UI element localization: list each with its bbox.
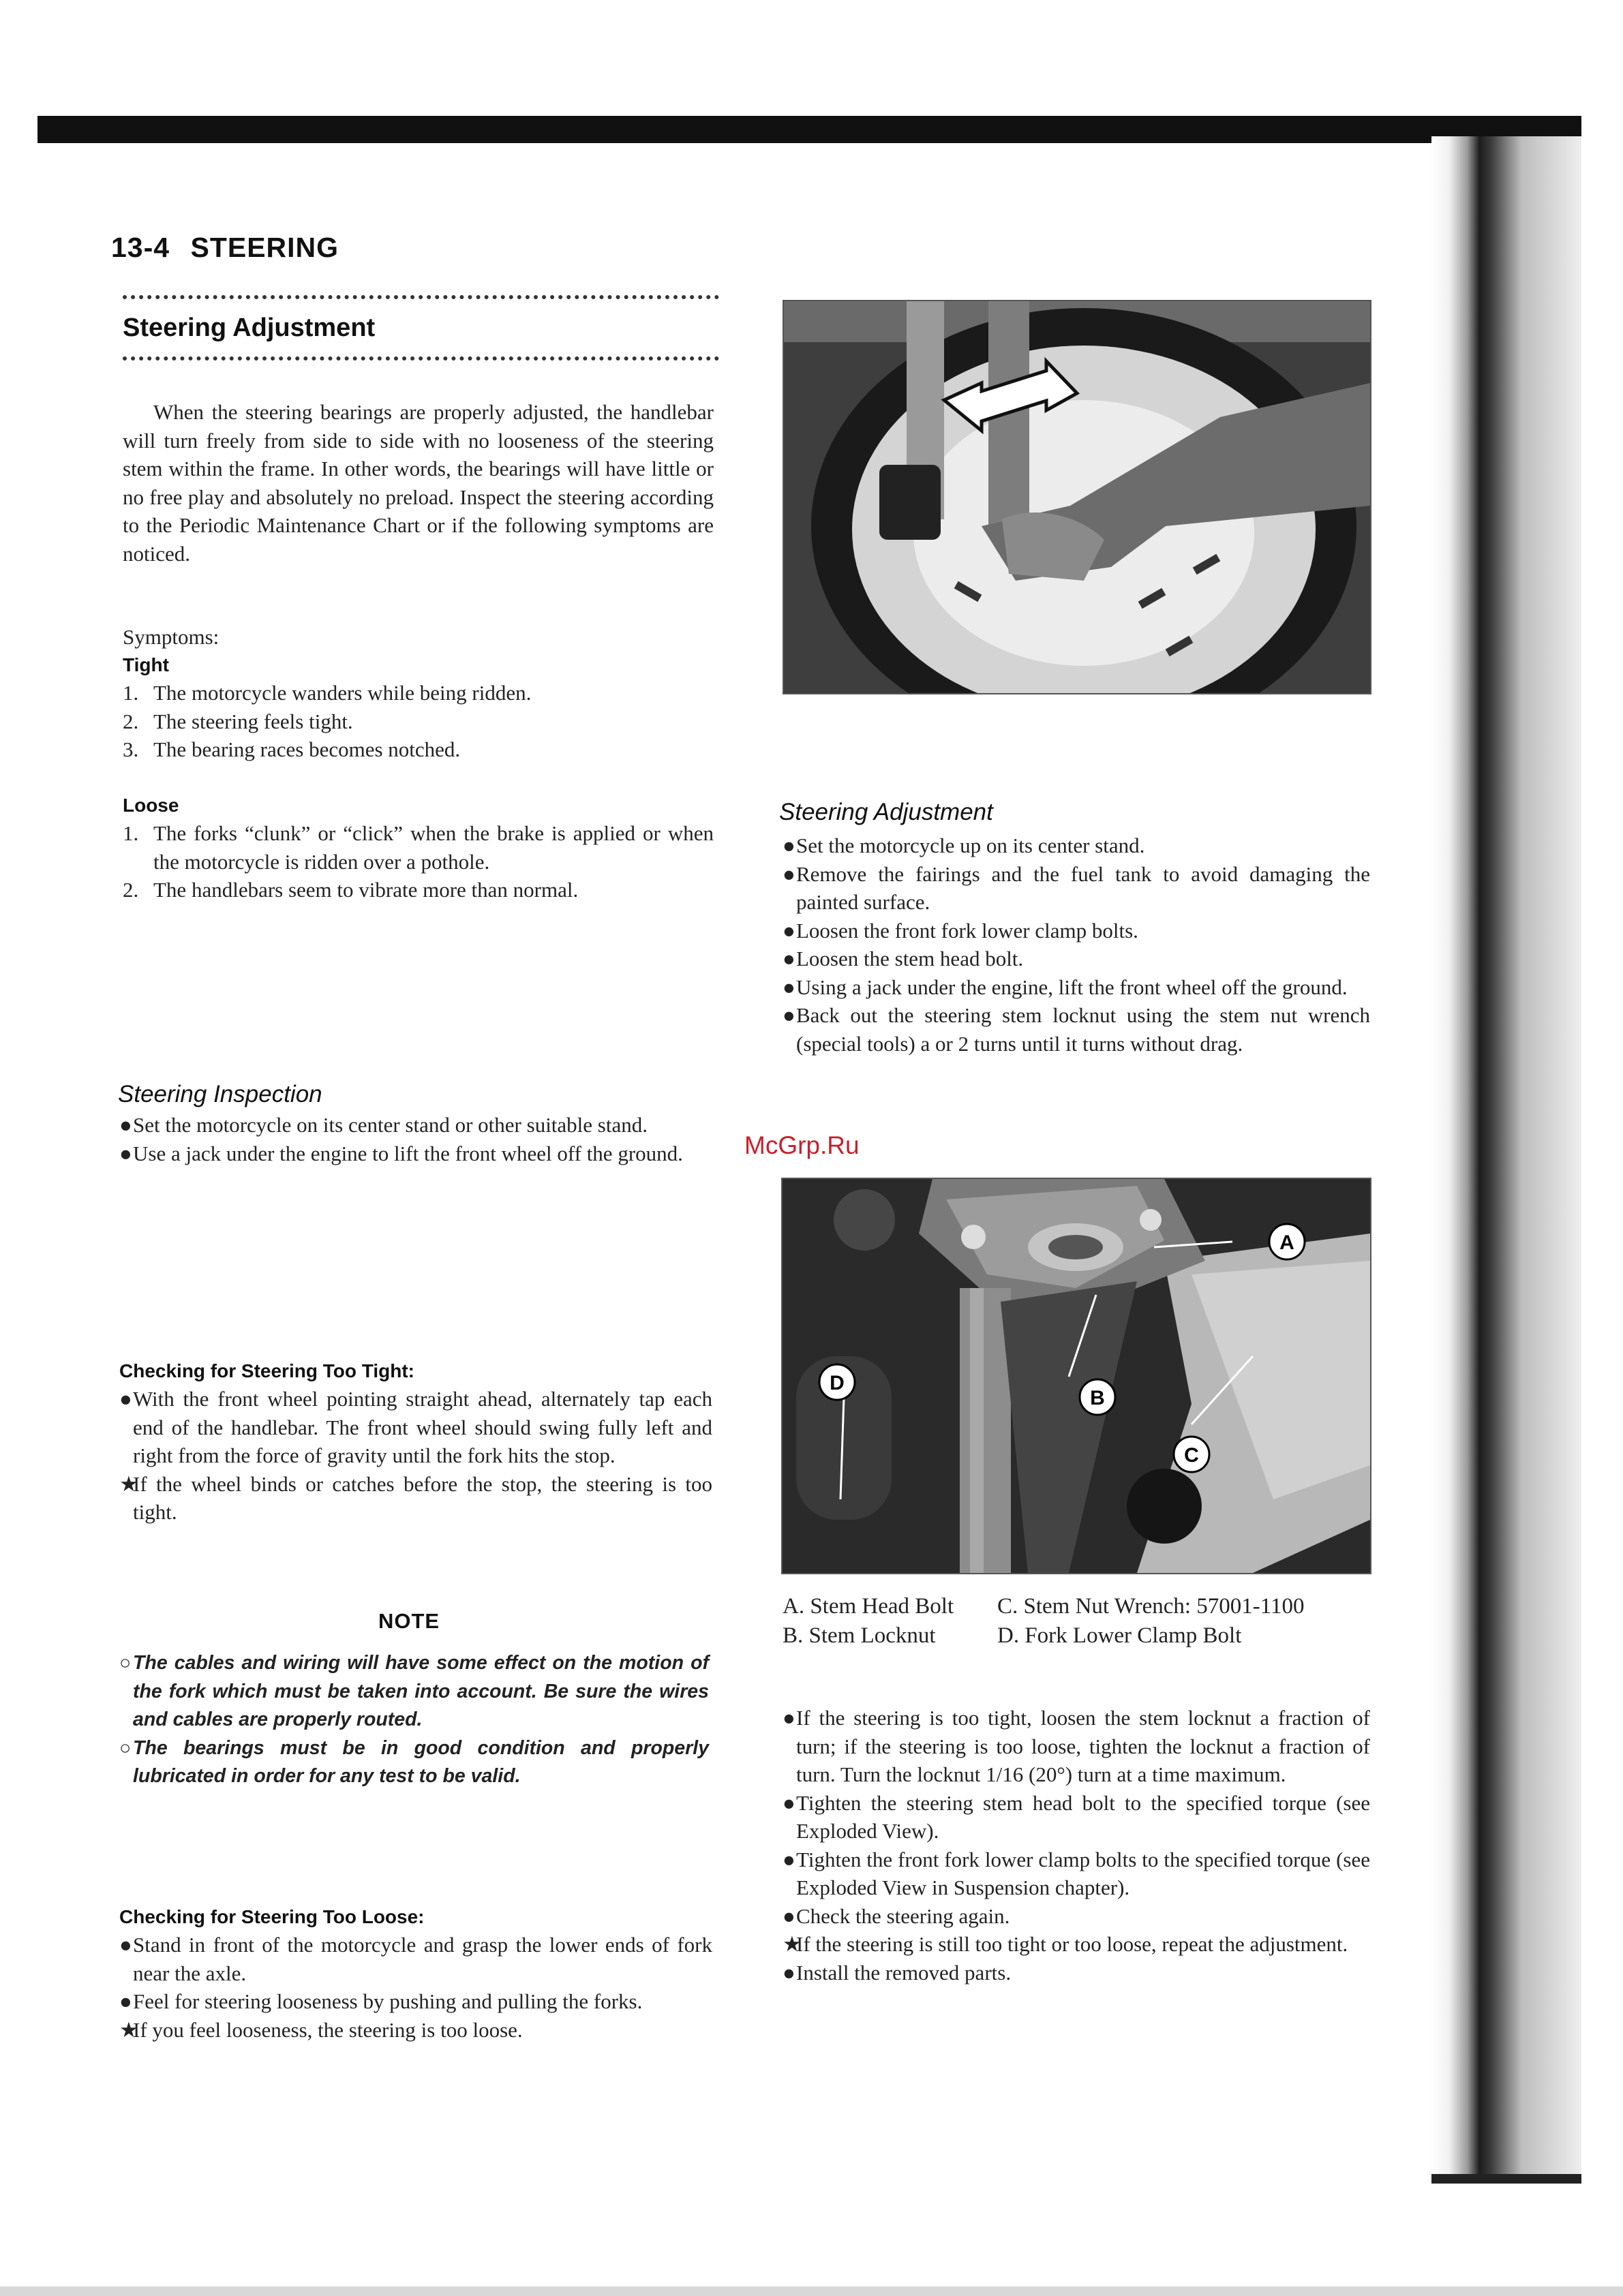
- steering-inspection-photo: [783, 300, 1371, 694]
- steering-stem-photo: [781, 1178, 1371, 1574]
- wheel-photo-illustration: [784, 301, 1370, 693]
- list-item: ● Set the motorcycle on its center stand or other suitable stand.: [119, 1113, 648, 1137]
- loose-list: [123, 819, 714, 904]
- dotted-rule-bottom: [123, 356, 719, 361]
- dotted-rule-top: [123, 295, 719, 299]
- loose-check-list: [119, 1931, 712, 2044]
- top-black-bar: [37, 116, 1581, 143]
- list-item: ● Install the removed parts.: [783, 1960, 1012, 1985]
- list-item: ● If the steering is too tight, loosen the stem locknut a fraction of turn; if the steering is too loose, tighten the locknut a fraction of turn. Turn the locknut 1/16 (20°) turn at a time maximum.: [783, 1706, 1370, 1786]
- caption-d: D. Fork Lower Clamp Bolt: [997, 1623, 1242, 1648]
- list-item: ● Using a jack under the engine, lift the front wheel off the ground.: [783, 975, 1348, 999]
- inspection-title: Steering Inspection: [118, 1081, 322, 1107]
- callout-a: [1269, 1224, 1305, 1259]
- list-item: 3. The bearing races becomes notched.: [123, 737, 461, 761]
- bottom-edge: [0, 2286, 1623, 2296]
- symptoms-label: Symptoms:: [123, 625, 219, 649]
- tight-list: [123, 679, 714, 764]
- list-item: ● Tighten the steering stem head bolt to the specified torque (see Exploded View).: [783, 1790, 1370, 1843]
- svg-text:C: C: [1184, 1444, 1199, 1467]
- note-box: [119, 1649, 709, 1791]
- list-item: ● Stand in front of the motorcycle and grasp the lower ends of fork near the axle.: [119, 1933, 712, 1985]
- list-item: ● Use a jack under the engine to lift the front wheel off the ground.: [119, 1141, 683, 1165]
- caption-b: B. Stem Locknut: [783, 1623, 936, 1648]
- final-steps-list: [783, 1704, 1370, 1987]
- page-number: 13-4: [111, 232, 170, 263]
- list-item: ● Set the motorcycle up on its center stand.: [783, 833, 1145, 857]
- svg-text:B: B: [1090, 1387, 1105, 1409]
- intro-paragraph: When the steering bearings are properly adjusted, the handlebar will turn freely from side to side with no looseness of the steering stem within the frame. In other words, the bearings will have little or no free play and absolutely no preload. Inspect the steering according to the Periodic Maintenance Chart or if the following symptoms are noticed.: [123, 400, 714, 566]
- tight-label: Tight: [123, 654, 169, 675]
- tight-check-list: [119, 1385, 712, 1527]
- section-title: Steering Adjustment: [123, 313, 376, 342]
- list-item: ○ The cables and wiring will have some effect on the motion of the fork which must be taken into account. Be sure the wires and cables are properly routed.: [119, 1652, 709, 1730]
- list-item: 1. The motorcycle wanders while being ridden.: [123, 681, 532, 705]
- list-item: ● With the front wheel pointing straight ahead, alternately tap each end of the handlebar. The front wheel should swing fully left and right from the force of gravity until the fork hits the stop.: [119, 1387, 712, 1467]
- callout-c: [1174, 1437, 1209, 1472]
- svg-text:A: A: [1279, 1231, 1294, 1254]
- note-title: NOTE: [378, 1609, 440, 1633]
- svg-text:D: D: [830, 1372, 845, 1394]
- list-item: ● Loosen the stem head bolt.: [783, 947, 1024, 970]
- list-item: ○ The bearings must be in good condition and properly lubricated in order for any test to be valid.: [119, 1736, 709, 1787]
- list-item: ★ If the steering is still too tight or too loose, repeat the adjustment.: [783, 1932, 1348, 1956]
- list-item: ● Loosen the front fork lower clamp bolts.: [783, 918, 1138, 943]
- list-item: ★ If you feel looseness, the steering is too loose.: [119, 2017, 523, 2042]
- watermark-link[interactable]: McGrp.Ru: [744, 1131, 860, 1159]
- tight-check-title: Checking for Steering Too Tight:: [119, 1360, 414, 1381]
- caption-a: A. Stem Head Bolt: [783, 1594, 954, 1619]
- list-item: ● Feel for steering looseness by pushing and pulling the forks.: [119, 1989, 643, 2013]
- page-header: [111, 232, 339, 264]
- list-item: 1. The forks “clunk” or “click” when the brake is applied or when the motorcycle is ridden over a pothole.: [123, 821, 714, 874]
- list-item: ● Remove the fairings and the fuel tank to avoid damaging the painted surface.: [783, 861, 1370, 914]
- loose-check-title: Checking for Steering Too Loose:: [119, 1906, 425, 1927]
- list-item: ● Tighten the front fork lower clamp bolts to the specified torque (see Exploded View in Suspension chapter).: [783, 1847, 1370, 1899]
- adjustment-list: [783, 831, 1370, 1058]
- stem-photo-illustration: [783, 1179, 1370, 1573]
- chapter-title: STEERING: [190, 232, 339, 263]
- list-item: ★ If the wheel binds or catches before the stop, the steering is too tight.: [119, 1471, 712, 1524]
- list-item: ● Check the steering again.: [783, 1903, 1010, 1928]
- adjustment-title: Steering Adjustment: [779, 799, 993, 825]
- book-spine-shadow: [1431, 136, 1581, 2181]
- photo-caption: [783, 1592, 1382, 1651]
- caption-c: C. Stem Nut Wrench: 57001-1100: [997, 1594, 1305, 1619]
- spine-bottom-edge: [1431, 2174, 1581, 2184]
- list-item: 2. The handlebars seem to vibrate more than normal.: [123, 878, 579, 902]
- callout-d: [819, 1364, 855, 1400]
- callout-b: [1080, 1379, 1115, 1415]
- inspection-list: [119, 1111, 714, 1167]
- loose-label: Loose: [123, 795, 179, 816]
- list-item: 2. The steering feels tight.: [123, 709, 353, 733]
- list-item: ● Back out the steering stem locknut using the stem nut wrench (special tools) a or 2 turns until it turns without drag.: [783, 1003, 1370, 1056]
